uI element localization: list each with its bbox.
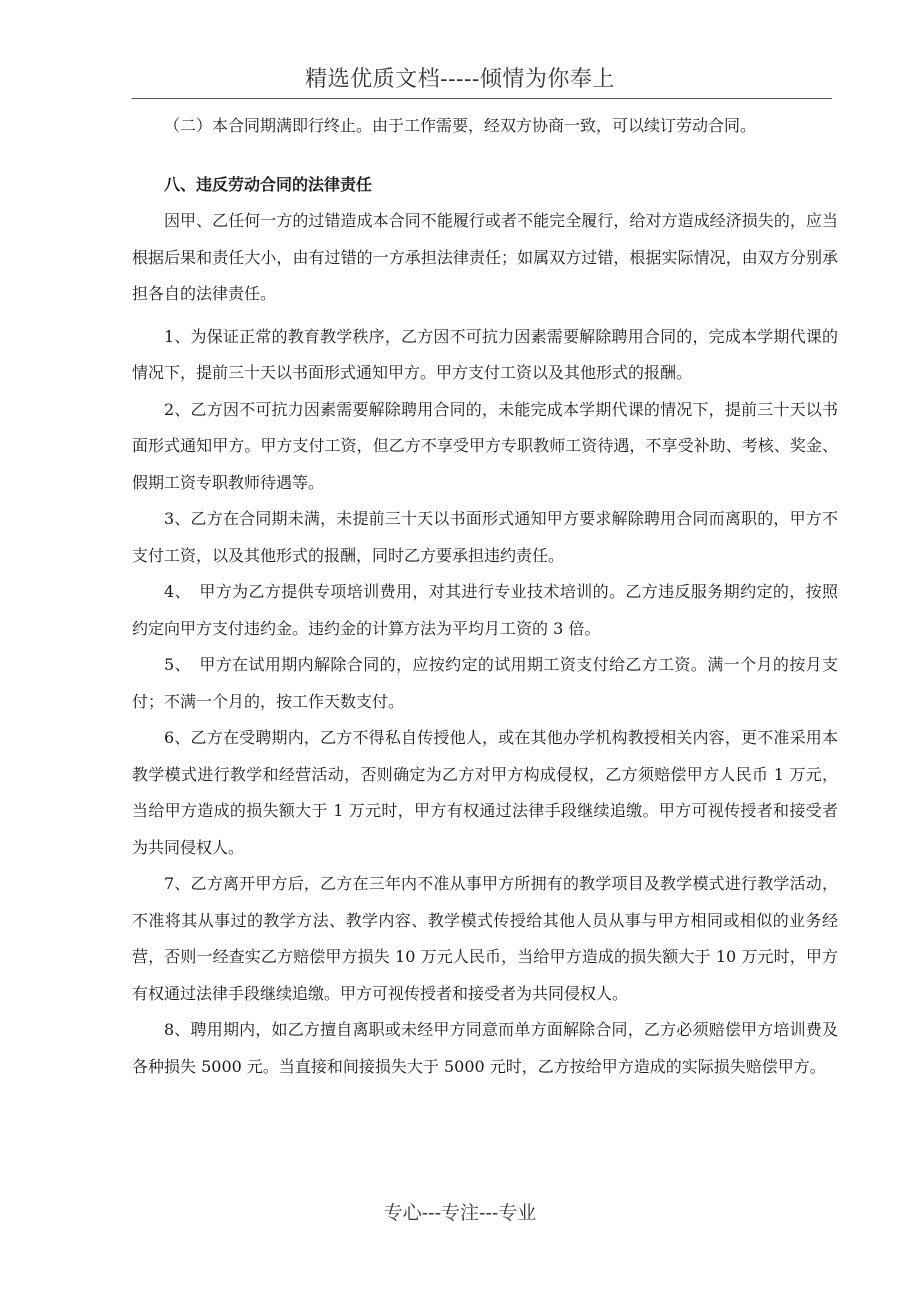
clause-7: 7、乙方离开甲方后，乙方在三年内不准从事甲方所拥有的教学项目及教学模式进行教学活动，不准将其从事过的教学方法、教学内容、教学模式传授给其他人员从事与甲方相同或相似的业务经营，否则一经查实乙方赔偿甲方损失 10 万元人民币，当给甲方造成的损失额大于 10 万元时，甲方有权通过法律手段继续追缴。甲方可视传授者和接受者为共同侵权人。 — [132, 874, 838, 1003]
clause-2: 2、乙方因不可抗力因素需要解除聘用合同的，未能完成本学期代课的情况下，提前三十天以书面形式通知甲方。甲方支付工资，但乙方不享受甲方专职教师工资待遇，不享受补助、考核、奖金、假期工资专职教师待遇等。 — [132, 399, 838, 492]
clause-4: 4、 甲方为乙方提供专项培训费用，对其进行专业技术培训的。乙方违反服务期约定的，按照约定向甲方支付违约金。违约金的计算方法为平均月工资的 3 倍。 — [132, 582, 838, 638]
document-body — [132, 108, 838, 1085]
clause-8: 8、聘用期内，如乙方擅自离职或未经甲方同意而单方面解除合同，乙方必须赔偿甲方培训费及各种损失 5000 元。当直接和间接损失大于 5000 元时，乙方按给甲方造成的实际损失赔偿甲方。 — [132, 1020, 838, 1076]
section-8-intro: 因甲、乙任何一方的过错造成本合同不能履行或者不能完全履行，给对方造成经济损失的，应当根据后果和责任大小，由有过错的一方承担法律责任；如属双方过错，根据实际情况，由双方分别承担各自的法律责任。 — [132, 211, 838, 303]
section-8-heading: 八、违反劳动合同的法律责任 — [164, 174, 373, 194]
clause-3: 3、乙方在合同期未满，未提前三十天以书面形式通知甲方要求解除聘用合同而离职的，甲方不支付工资，以及其他形式的报酬，同时乙方要承担违约责任。 — [132, 509, 838, 565]
header-divider — [132, 98, 832, 99]
page-footer: 专心---专注---专业 — [383, 1202, 537, 1224]
clause-5: 5、 甲方在试用期内解除合同的，应按约定的试用期工资支付给乙方工资。满一个月的按月支付；不满一个月的，按工作天数支付。 — [132, 655, 838, 711]
clause-1: 1、为保证正常的教育教学秩序，乙方因不可抗力因素需要解除聘用合同的，完成本学期代课的情况下，提前三十天以书面形式通知甲方。甲方支付工资以及其他形式的报酬。 — [132, 326, 838, 382]
section-7-item-2: （二）本合同期满即行终止。由于工作需要，经双方协商一致，可以续订劳动合同。 — [164, 116, 757, 135]
clause-6: 6、乙方在受聘期内，乙方不得私自传授他人，或在其他办学机构教授相关内容，更不准采用本教学模式进行教学和经营活动，否则确定为乙方对甲方构成侵权，乙方须赔偿甲方人民币 1 万元，当给甲方造成的损失额大于 1 万元时，甲方有权通过法律手段继续追缴。甲方可视传授者和接受者为共同侵权人。 — [132, 728, 838, 857]
page-header-title: 精选优质文档-----倾情为你奉上 — [305, 67, 615, 92]
